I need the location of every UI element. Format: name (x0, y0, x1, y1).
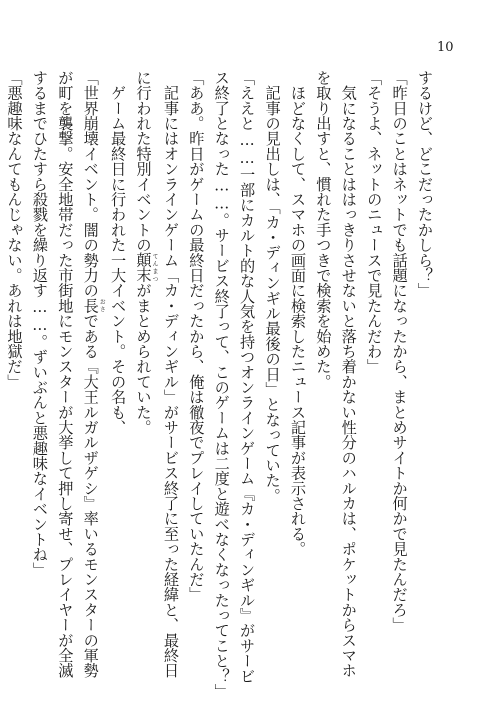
text-line: するけど、どこだったかしら？」 (416, 70, 434, 298)
text-line: 「そうよ、ネットのニュースで見たんだわ」 (365, 70, 384, 374)
text-line: を取り出すと、慣れた手つきで検索を始めた。 (314, 70, 333, 390)
text-line: 「悪趣味なんてもんじゃない。あれは地獄だ」 (5, 70, 24, 390)
text-line: ほどなくして、スマホの画面に検索したニュース記事が表示される。 (288, 70, 307, 557)
text-line: に行われた特別イベントの顛末てんまつがまとめられていた。 (134, 70, 159, 435)
body-text (1, 70, 437, 699)
text-line: 記事の見出しは、「カ・ディンギル最後の日」となっていた。 (263, 70, 282, 504)
furigana: 長おさ (81, 298, 106, 314)
text-line: 「ええと……一部にカルト的な人気を持つオンラインゲーム『カ・ディンギル』がサービ (238, 70, 257, 684)
text-line: ス終了となった……。サービス終了って、このゲームは二度と遊べなくなったってこと？」 (212, 70, 231, 699)
text-line: 「ああ。昨日がゲームの最終日だったから、俺は徹夜でプレイしていたんだ」 (187, 70, 206, 602)
text-line: 「昨日のことはネットでも話題になったから、まとめサイトか何かで見たんだろ」 (390, 70, 409, 633)
text-line: 「世界崩壊イベント。闇の勢力の長おさである『大王ルガルザゲシ』率いるモンスターの軍勢 (81, 70, 106, 679)
page-number: 10 (437, 40, 454, 55)
text-line: が町を襲撃。安全地帯だった市街地にモンスターが大挙して押し寄せ、プレイヤーが全滅 (56, 70, 75, 678)
text-line: するまでひたすら殺戮を繰り返す……。ずいぶんと悪趣味なイベントね」 (30, 70, 49, 578)
text-line: 気になることははっきりさせないと落ち着かない性分のハルカは、ポケットからスマホ (339, 70, 358, 678)
furigana: 顛末てんまつ (134, 252, 159, 283)
text-line: 記事にはオンラインゲーム「カ・ディンギル」がサービス終了に至った経緯と、最終日 (161, 70, 180, 678)
text-line: ゲーム最終日に行われた一大イベント。その名も、 (109, 70, 128, 435)
